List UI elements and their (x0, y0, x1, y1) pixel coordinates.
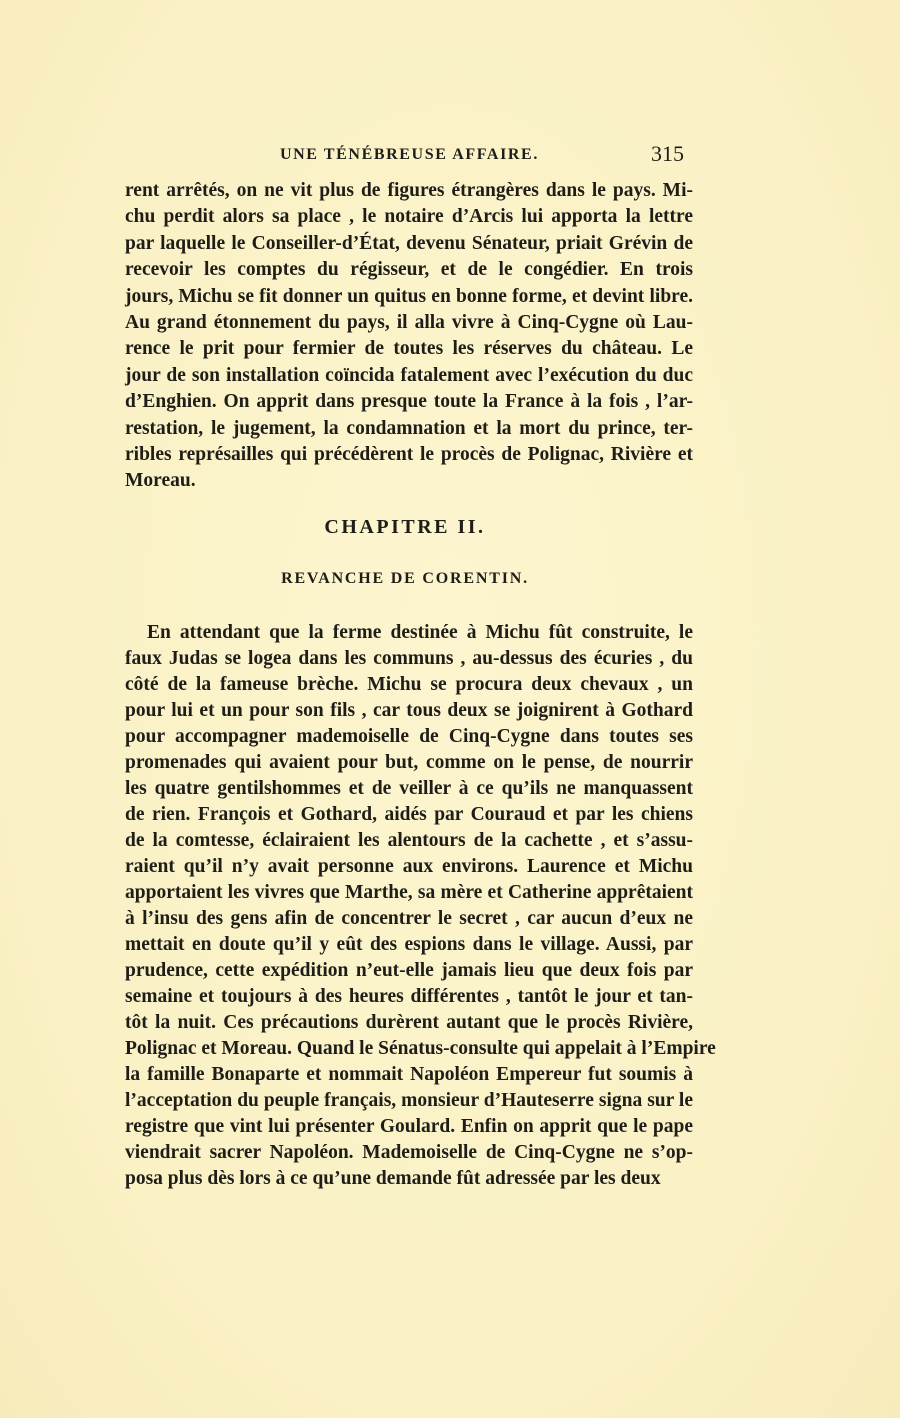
text-line: par laquelle le Conseiller-d’État, devenu Sénateur, priait Grévin de (125, 232, 693, 254)
text-line: à l’insu des gens afin de concentrer le secret , car aucun d’eux ne (125, 908, 693, 929)
text-line: l’acceptation du peuple français, monsieur d’Hauteserre signa sur le (125, 1090, 693, 1111)
text-line: pour accompagner mademoiselle de Cinq-Cygne dans toutes ses (125, 726, 693, 747)
text-line: rence le prit pour fermier de toutes les réserves du château. Le (125, 338, 693, 360)
text-line: la famille Bonaparte et nommait Napoléon Empereur fut soumis à (125, 1064, 693, 1085)
text-line: de la comtesse, éclairaient les alentours de la cachette , et s’assu- (125, 830, 693, 851)
text-line: promenades qui avaient pour but, comme on le pense, de nourrir (125, 752, 693, 773)
text-line: apportaient les vivres que Marthe, sa mère et Catherine apprêtaient (125, 882, 693, 903)
text-line: semaine et toujours à des heures différentes , tantôt le jour et tan- (125, 986, 693, 1007)
page-number: 315 (651, 141, 684, 166)
chapter-title: CHAPITRE II. (324, 516, 486, 538)
text-line: les quatre gentilshommes et de veiller à ce qu’ils ne manquassent (125, 778, 693, 799)
text-line: pour lui et un pour son fils , car tous deux se joignirent à Gothard (125, 700, 693, 721)
paragraph-1 (125, 178, 693, 495)
text-line: jour de son installation coïncida fatalement avec l’exécution du duc (125, 364, 693, 386)
chapter-subtitle: REVANCHE DE CORENTIN. (281, 570, 529, 587)
text-line: de rien. François et Gothard, aidés par Couraud et par les chiens (125, 804, 693, 825)
text-line: Au grand étonnement du pays, il alla vivre à Cinq-Cygne où Lau- (125, 311, 693, 333)
text-line: registre que vint lui présenter Goulard. Enfin on apprit que le pape (125, 1116, 693, 1137)
text-line: Moreau. (125, 470, 196, 492)
text-line: mettait en doute qu’il y eût des espions dans le village. Aussi, par (125, 934, 693, 955)
text-line: posa plus dès lors à ce qu’une demande fût adressée par les deux (125, 1168, 661, 1189)
text-line: restation, le jugement, la condamnation et la mort du prince, ter- (125, 417, 693, 439)
text-line: tôt la nuit. Ces précautions durèrent autant que le procès Rivière, (125, 1012, 693, 1033)
text-line: jours, Michu se fit donner un quitus en bonne forme, et devint libre. (125, 285, 693, 307)
text-line: raient qu’il n’y avait personne aux environs. Laurence et Michu (125, 856, 693, 877)
text-line: faux Judas se logea dans les communs , au-dessus des écuries , du (125, 648, 693, 669)
text-line: recevoir les comptes du régisseur, et de le congédier. En trois (125, 259, 693, 281)
text-line: Polignac et Moreau. Quand le Sénatus-consulte qui appelait à l’Empire (125, 1038, 716, 1059)
text-line: chu perdit alors sa place , le notaire d’Arcis lui apporta la lettre (125, 206, 693, 228)
text-line: côté de la fameuse brèche. Michu se procura deux chevaux , un (125, 674, 693, 695)
text-line: En attendant que la ferme destinée à Michu fût construite, le (147, 622, 693, 643)
text-line: d’Enghien. On apprit dans presque toute la France à la fois , l’ar- (125, 391, 693, 413)
text-line: viendrait sacrer Napoléon. Mademoiselle de Cinq-Cygne ne s’op- (125, 1142, 693, 1163)
paragraph-2 (125, 620, 716, 1192)
running-title: UNE TÉNÉBREUSE AFFAIRE. (280, 146, 539, 163)
text-line: rent arrêtés, on ne vit plus de figures étrangères dans le pays. Mi- (125, 180, 693, 201)
text-line: prudence, cette expédition n’eut-elle jamais lieu que deux fois par (125, 960, 693, 981)
text-line: ribles représailles qui précédèrent le procès de Polignac, Rivière et (125, 443, 693, 465)
